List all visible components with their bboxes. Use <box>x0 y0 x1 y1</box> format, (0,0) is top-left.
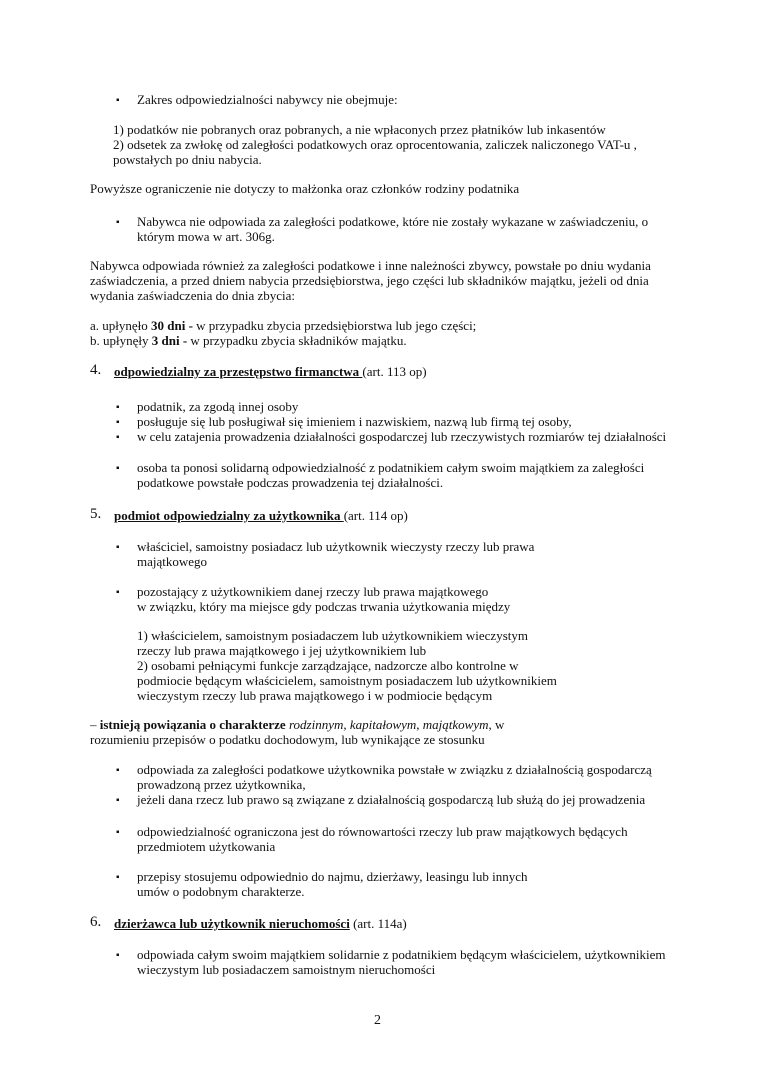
bullet-icon: ▪ <box>116 432 120 443</box>
text-line: wieczystym rzeczy lub prawa majątkowego i w podmiocie będącym <box>137 688 493 703</box>
section-number: 5. <box>90 506 102 522</box>
text-line: 1) właścicielem, samoistnym posiadaczem lub użytkownikiem wieczystym <box>137 628 528 643</box>
text-line: podmiocie będącym właścicielem, samoistnym posiadaczem lub użytkownikiem <box>137 673 557 688</box>
list-item: pozostający z użytkownikiem danej rzeczy lub prawa majątkowego <box>137 584 489 599</box>
text-line: 2) odsetek za zwłokę od zaległości podatkowych oraz oprocentowania, zaliczek naliczonego VAT-u , <box>113 137 637 152</box>
bullet-icon: ▪ <box>116 795 120 806</box>
bullet-icon: ▪ <box>116 95 120 106</box>
paragraph: Powyższe ograniczenie nie dotyczy to małżonka oraz członków rodziny podatnika <box>90 181 520 196</box>
text-line: rozumieniu przepisów o podatku dochodowym, lub wynikające ze stosunku <box>90 732 485 747</box>
list-item: odpowiada całym swoim majątkiem solidarnie z podatnikiem będącym właścicielem, użytkownikiem <box>137 947 666 962</box>
text-line: rzeczy lub prawa majątkowego i jej użytkownikiem lub <box>137 643 427 658</box>
bullet-icon: ▪ <box>116 542 120 553</box>
bullet-icon: ▪ <box>116 827 120 838</box>
list-item: w celu zatajenia prowadzenia działalności gospodarczej lub rzeczywistych rozmiarów tej działalności <box>137 429 667 444</box>
section-heading: podmiot odpowiedzialny za użytkownika (art. 114 op) <box>114 508 408 523</box>
text-line: zaświadczenia, a przed dniem nabycia przedsiębiorstwa, jego części lub składników majątku, jeżeli od dnia <box>90 273 649 288</box>
text-line: wydania zaświadczenia do dnia zbycia: <box>90 288 296 303</box>
list-item: przepisy stosujemu odpowiednio do najmu, dzierżawy, leasingu lub innych <box>137 869 528 884</box>
list-item: odpowiedzialność ograniczona jest do równowartości rzeczy lub praw majątkowych będących <box>137 824 628 839</box>
text-line: którym mowa w art. 306g. <box>137 229 275 244</box>
paragraph: Nabywca odpowiada również za zaległości podatkowe i inne należności zbywcy, powstałe po dniu wydania <box>90 258 651 273</box>
list-item-b: b. upłynęły 3 dni - w przypadku zbycia składników majątku. <box>90 333 407 348</box>
text-line: umów o podobnym charakterze. <box>137 884 305 899</box>
list-item: posługuje się lub posługiwał się imieniem i nazwiskiem, nazwą lub firmą tej osoby, <box>137 414 572 429</box>
list-item: jeżeli dana rzecz lub prawo są związane z działalnością gospodarczą lub służą do jej prowadzenia <box>137 792 646 807</box>
page-number: 2 <box>374 1013 381 1028</box>
bullet-icon: ▪ <box>116 217 120 228</box>
section-number: 6. <box>90 914 102 930</box>
text-line: w związku, który ma miejsce gdy podczas trwania użytkowania między <box>137 599 511 614</box>
section-number: 4. <box>90 362 102 378</box>
text-line: 1) podatków nie pobranych oraz pobranych, a nie wpłaconych przez płatników lub inkasentów <box>113 122 606 137</box>
bullet-icon: ▪ <box>116 417 120 428</box>
list-item: Zakres odpowiedzialności nabywcy nie obejmuje: <box>137 92 398 107</box>
list-item: osoba ta ponosi solidarną odpowiedzialność z podatnikiem całym swoim majątkiem za zaległości <box>137 460 645 475</box>
list-item: podatnik, za zgodą innej osoby <box>137 399 299 414</box>
text-line: podatkowe powstałe podczas prowadzenia tej działalności. <box>137 475 444 490</box>
text-line: 2) osobami pełniącymi funkcje zarządzające, nadzorcze albo kontrolne w <box>137 658 519 673</box>
bullet-icon: ▪ <box>116 950 120 961</box>
bullet-icon: ▪ <box>116 587 120 598</box>
paragraph: – istnieją powiązania o charakterze rodzinnym, kapitałowym, majątkowym, w <box>90 717 505 732</box>
bullet-icon: ▪ <box>116 765 120 776</box>
list-item: odpowiada za zaległości podatkowe użytkownika powstałe w związku z działalnością gospodarczą <box>137 762 652 777</box>
list-item: właściciel, samoistny posiadacz lub użytkownik wieczysty rzeczy lub prawa <box>137 539 535 554</box>
text-line: majątkowego <box>137 554 208 569</box>
text-line: wieczystym lub posiadaczem samoistnym nieruchomości <box>137 962 436 977</box>
text-line: prowadzoną przez użytkownika, <box>137 777 306 792</box>
bullet-icon: ▪ <box>116 463 120 474</box>
list-item: Nabywca nie odpowiada za zaległości podatkowe, które nie zostały wykazane w zaświadczeniu, o <box>137 214 649 229</box>
bullet-icon: ▪ <box>116 402 120 413</box>
section-heading: dzierżawca lub użytkownik nieruchomości (art. 114a) <box>114 916 407 931</box>
bullet-icon: ▪ <box>116 872 120 883</box>
text-line: powstałych po dniu nabycia. <box>113 152 262 167</box>
list-item-a: a. upłynęło 30 dni - w przypadku zbycia przedsiębiorstwa lub jego części; <box>90 318 477 333</box>
section-heading: odpowiedzialny za przestępstwo firmanctwa (art. 113 op) <box>114 364 427 379</box>
text-line: przedmiotem użytkowania <box>137 839 276 854</box>
